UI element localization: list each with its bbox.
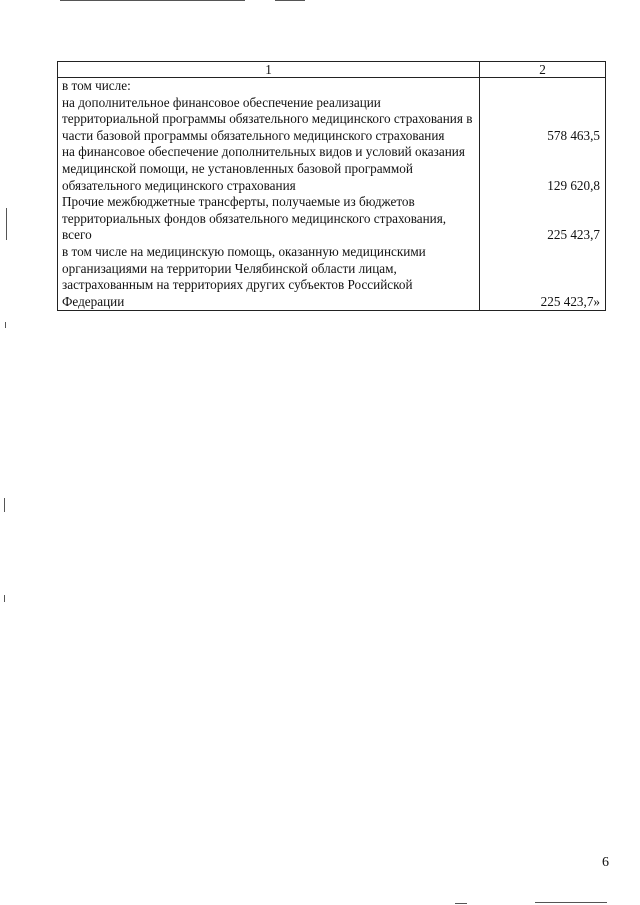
- row-description: на финансовое обеспечение дополнительных видов и условий оказания медицинской помощи, не установленных базовой программой обязательного медицинского страхования: [58, 144, 480, 194]
- row-description: в том числе на медицинскую помощь, оказанную медицинскими организациями на территории Челябинской области лицам, застрахованным на территориях других субъектов Российской Федерации: [58, 244, 480, 311]
- table-row: [58, 144, 606, 194]
- scan-artifact-left-dot: [5, 322, 6, 328]
- row-value: [480, 78, 606, 95]
- scan-artifact-top-line-short: [275, 0, 305, 1]
- scan-artifact-bottom-line-2: [535, 902, 607, 903]
- row-description: на дополнительное финансовое обеспечение реализации территориальной программы обязательного медицинского страхования в части базовой программы обязательного медицинского страхования: [58, 95, 480, 145]
- row-value: 578 463,5: [480, 95, 606, 145]
- row-description: Прочие межбюджетные трансферты, получаемые из бюджетов территориальных фондов обязательного медицинского страхования, всего: [58, 194, 480, 244]
- table-row: [58, 95, 606, 145]
- table-header-row: [58, 62, 606, 78]
- column-header-1: 1: [58, 62, 480, 78]
- table-row: [58, 244, 606, 311]
- column-header-2: 2: [480, 62, 606, 78]
- table-row: [58, 78, 606, 95]
- scan-artifact-left-dot-2: [4, 498, 5, 512]
- table-row: [58, 194, 606, 244]
- row-value: 225 423,7: [480, 194, 606, 244]
- scan-artifact-top-line: [60, 0, 245, 1]
- budget-table: [57, 61, 606, 311]
- page-number: 6: [602, 855, 609, 870]
- scan-artifact-left-dot-3: [4, 595, 5, 602]
- row-value: 225 423,7»: [480, 244, 606, 311]
- row-value: 129 620,8: [480, 144, 606, 194]
- row-description: в том числе:: [58, 78, 480, 95]
- scan-artifact-bottom-line: [455, 903, 467, 904]
- scan-artifact-left-mark: [6, 208, 7, 240]
